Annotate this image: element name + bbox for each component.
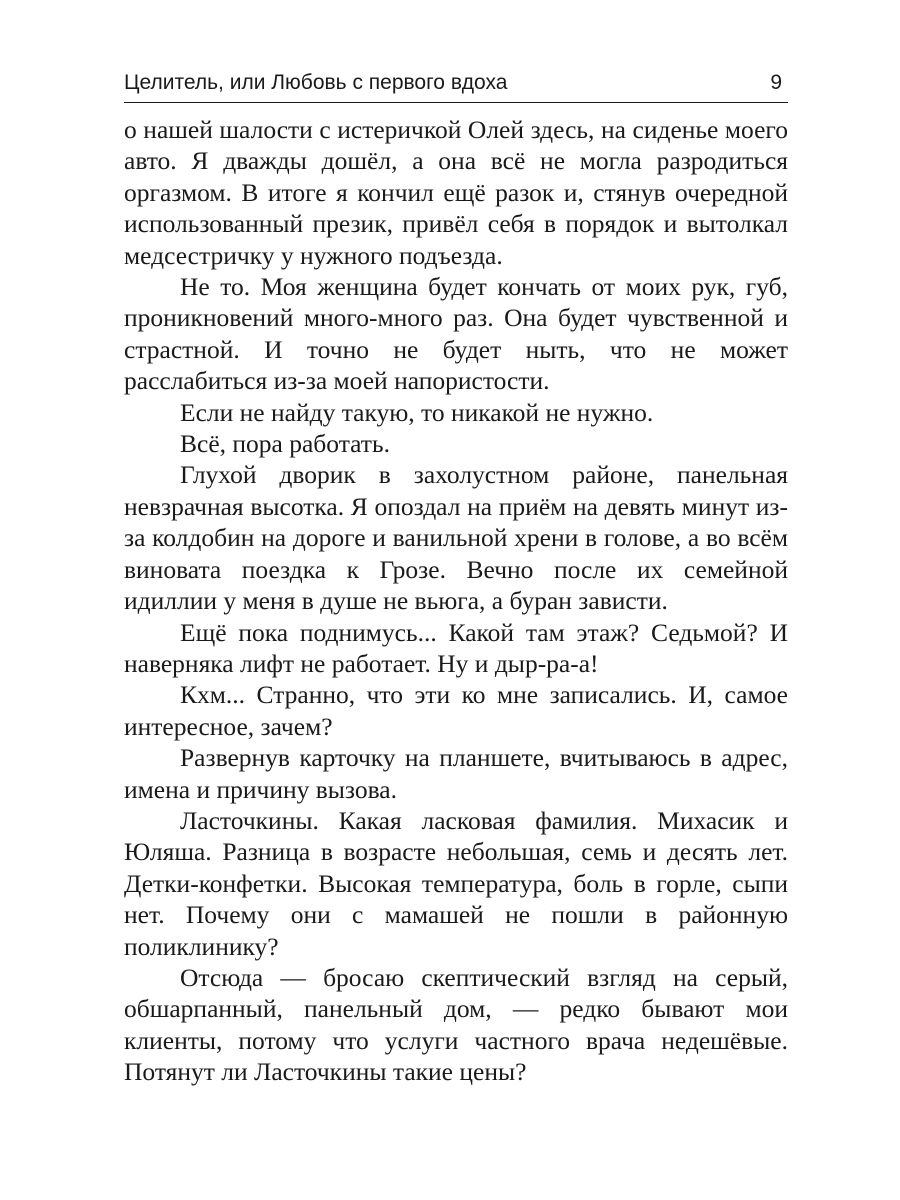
paragraph-continued: о нашей шалости с истеричкой Олей здесь, на сиденье моего авто. Я дважды дошёл, а она всё не могла разродиться оргазмом. В итоге я кончил ещё разок и, стянув очередной использованный презик, привёл себя в порядок и вытолкал медсестричку у нужного подъезда. <box>124 115 788 270</box>
paragraph: Отсюда — бросаю скептический взгляд на серый, обшарпанный, панельный дом, — редко бывают мои клиенты, потому что услуги частного врача недешёвые. Потянут ли Ласточкины такие цены? <box>124 962 788 1087</box>
running-header <box>124 68 788 103</box>
paragraph: Если не найду такую, то никакой не нужно. <box>180 397 654 427</box>
paragraph: Глухой дворик в захолустном районе, панельная невзрачная высотка. Я опоздал на приём на девять минут из-за колдобин на дороге и ванильной хрени в голове, а во всём виновата поездка к Грозе. Вечно после их семейной идиллии у меня в душе не вьюга, а буран зависти. <box>124 460 788 616</box>
paragraph: Всё, пора работать. <box>180 429 390 459</box>
page-number: 9 <box>770 71 782 94</box>
paragraph: Не то. Моя женщина будет кончать от моих рук, губ, проникновений много-много раз. Она будет чувственной и страстной. И точно не будет ныть, что не может расслабиться из-за моей напористости. <box>124 272 788 396</box>
paragraph: Ласточкины. Какая ласковая фамилия. Михасик и Юляша. Разница в возрасте небольшая, семь и десять лет. Детки-конфетки. Высокая температура, боль в горле, сыпи нет. Почему они с мамашей не пошли в районную поликлинику? <box>124 805 788 961</box>
paragraph: Ещё пока поднимусь... Какой там этаж? Седьмой? И наверняка лифт не работает. Ну и дыр-ра-а! <box>124 617 788 678</box>
text-body <box>124 114 788 1088</box>
paragraph: Кхм... Странно, что эти ко мне записались. И, самое интересное, зачем? <box>124 680 788 741</box>
paragraph: Развернув карточку на планшете, вчитываюсь в адрес, имена и причину вызова. <box>124 743 788 804</box>
running-title: Целитель, или Любовь с первого вдоха <box>124 71 508 94</box>
